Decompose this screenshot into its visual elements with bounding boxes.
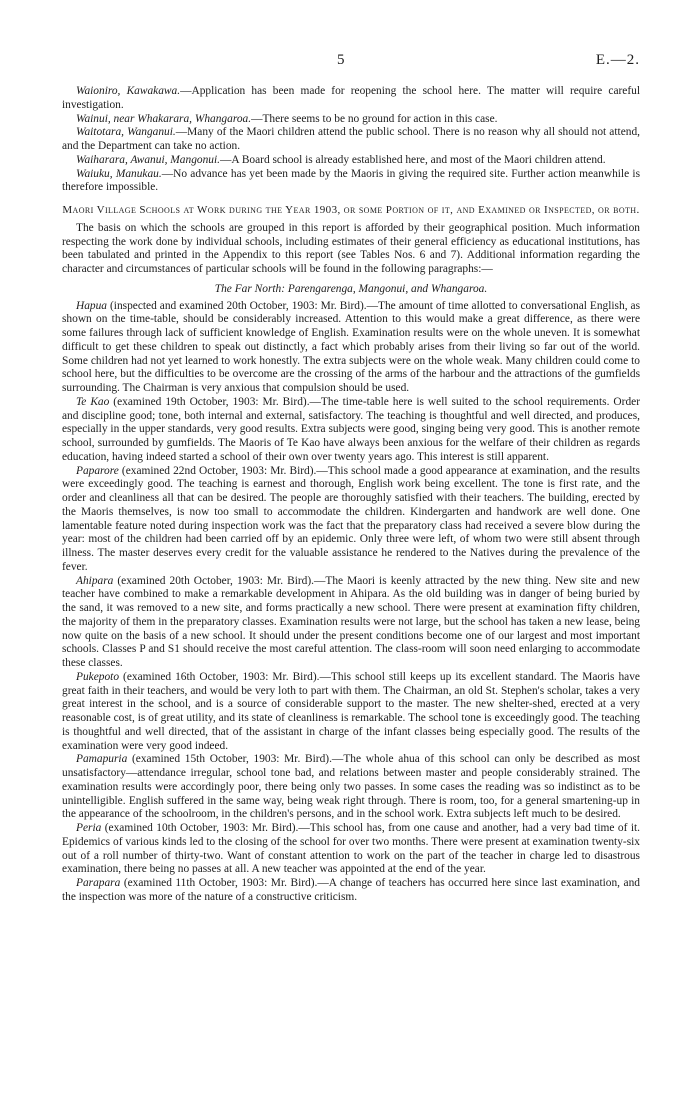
paragraph-waiuku <box>62 168 640 196</box>
paragraph-text: —Many of the Maori children attend the public school. There is no reason why all should not attend, and the Department can take no action. <box>62 126 640 152</box>
paragraph-text: —A Board school is already established here, and most of the Maori children attend. <box>219 153 606 166</box>
paragraph-pamapuria <box>62 753 640 822</box>
school-name: Pukepoto <box>76 670 120 683</box>
paragraph-waitotara <box>62 126 640 154</box>
paragraph-lead: Waiuku, Manukau. <box>76 167 162 180</box>
paragraph-te-kao <box>62 396 640 465</box>
document-page <box>62 54 640 905</box>
paragraph-text: —No advance has yet been made by the Maoris in giving the required site. Further action meanwhile is therefore impossible. <box>62 167 641 194</box>
paragraph-waioniro <box>62 85 640 113</box>
school-name: Paparore <box>76 464 119 477</box>
page-number: 5 <box>337 52 345 68</box>
school-name: Peria <box>76 822 102 834</box>
school-name: Te Kao <box>76 395 110 408</box>
paragraph-paparore <box>62 465 640 575</box>
section-heading: Maori Village Schools at Work during the Year 1903, or some Portion of it, and Examined or Inspected, or both. <box>62 204 640 216</box>
paragraph-text: (examined 10th October, 1903: Mr. Bird).—This school has, from one cause and another, had a very bad time of it. Epidemics of various kinds led to the closing of the school for over two months. There were present at examination twenty-six out of a roll number of thirty-two. Want of constant attention to work on the part of the teacher in charge led to disastrous examination, there being no passes at all. A new teacher was appointed at the end of the year. <box>62 822 640 876</box>
paragraph-parapara <box>62 877 640 905</box>
school-name: Ahipara <box>76 574 114 587</box>
paragraph-text: (inspected and examined 20th October, 1903: Mr. Bird).—The amount of time allotted to conversational English, as shown on the time-table, should be considerably increased. Attention to this would make a great difference, as there were some failures through lack of sufficient knowledge of English. Examination results were on the whole uneven. It is somewhat difficult to get these children to speak out distinctly, a fact which probably arises from their living so far out of the world. Some children had not yet learned to work honestly. The extra subjects were on the whole weak. Many children could come to school here, but the difficulties to be overcome are the crossing of the arms of the harbour and the attractions of the gumfields surrounding. The Chairman is very anxious that compulsion should be used. <box>62 299 640 394</box>
paragraph-text: —Application has been made for reopening the school here. The matter will require careful investigation. <box>62 85 640 111</box>
intro-paragraph: The basis on which the schools are grouped in this report is afforded by their geographical position. Much information respecting the work done by individual schools, including estimates of their general efficiency as educational institutions, has been tabulated and printed in the Appendix to this report (see Tables Nos. 6 and 7). Additional information regarding the character and circumstances of particular schools will be found in the following paragraphs:— <box>62 221 640 275</box>
paragraph-text: (examined 22nd October, 1903: Mr. Bird).—This school made a good appearance at examination, and the results were exceedingly good. The teaching is earnest and thorough, English work being excellent. The tone is first rate, and the order and cleanliness all that can be desired. The people are thoroughly satisfied with their teachers. The building, erected by the Maoris themselves, is now too small to accommodate the children. Kindergarten and handwork are well done. One lamentable feature noted during inspection work was the fact that the preparatory class had received a severe blow during the year: most of the children had been carried off by an epidemic. Only three were left, of whom two were still absent through illness. The master deserves every credit for the valuable assistance he rendered to the Natives during the prevalence of the fever. <box>62 464 640 573</box>
paragraph-lead: Waitotara, Wanganui. <box>76 126 176 139</box>
region-heading: The Far North: Parengarenga, Mangonui, and Whangaroa. <box>214 282 488 295</box>
school-name: Parapara <box>76 877 121 889</box>
paragraph-lead: Waioniro, Kawakawa. <box>76 85 181 97</box>
paragraph-wainui <box>62 113 640 127</box>
paragraph-hapua <box>62 300 640 396</box>
paragraph-text: (examined 20th October, 1903: Mr. Bird).—The Maori is keenly attracted by the new thing. New site and new teacher have combined to make a remarkable development in Ahipara. As the old building was in danger of being buried by the sand, it was removed to a new site, and forms practically a new school. There were present at examination fifty children, the majority of them in the preparatory classes. Examination results were not large, but the school has taken a new lease, being now quite on the basis of a new school. It should under the present conditions become one of our largest and most important schools. Classes P and S1 should receive the most careful attention. The class-room will soon need enlarging to accommodate these classes. <box>62 574 640 669</box>
paragraph-ahipara <box>62 575 640 671</box>
paragraph-lead: Waiharara, Awanui, Mangonui. <box>76 153 220 166</box>
document-reference: E.—2. <box>595 52 640 68</box>
paragraph-peria <box>62 822 640 877</box>
paragraph-text: (examined 11th October, 1903: Mr. Bird).—A change of teachers has occurred here since last examination, and the inspection was more of the nature of a constructive criticism. <box>62 877 640 903</box>
paragraph-text: (examined 19th October, 1903: Mr. Bird).—The time-table here is well suited to the school requirements. Order and discipline good; tone, both internal and external, satisfactory. The teaching is thoughtful and well directed, and produces, especially in the upper standards, very good results. Extra subjects were good, singing being very good. This is another remote school, surrounded by gumfields. The Maoris of Te Kao have always been anxious for the welfare of their children as regards education, having indeed started a school of their own over twenty years ago. This interest is still apparent. <box>62 395 640 463</box>
paragraph-waiharara <box>62 154 640 168</box>
paragraph-text: —There seems to be no ground for action in this case. <box>251 112 498 125</box>
paragraph-lead: Wainui, near Whakarara, Whangaroa. <box>76 112 252 125</box>
paragraph-text: (examined 15th October, 1903: Mr. Bird).—The whole ahua of this school can only be described as most unsatisfactory—attendance irregular, school tone bad, and relations between master and people considerably strained. The examination results were accordingly poor, there being only two passes. In some cases the reading was so indistinct as to be unintelligible. English suffered in the same way, being weak right through. There is room, too, for a general smartening-up in the appearance of the schoolroom, in the children's persons, and in the school work. Extra subjects left much to be desired. <box>62 753 640 821</box>
school-name: Pamapuria <box>76 753 128 766</box>
paragraph-pukepoto <box>62 671 640 754</box>
paragraph-text: (examined 16th October, 1903: Mr. Bird).—This school still keeps up its excellent standard. The Maoris have great faith in their teachers, and would be very loth to part with them. The Chairman, an old St. Stephen's scholar, takes a very great interest in the school, and is a source of considerable support to the master. The new shelter-shed, erected at a very reasonable cost, is of great utility, and its state of cleanliness is remarkable. The school tone is exceedingly good. The teaching is thoughtful and well directed, that of the assistant in charge of the infant classes being especially good. The results of the examination were very good indeed. <box>62 670 640 752</box>
page-header <box>62 54 640 74</box>
school-name: Hapua <box>76 299 108 312</box>
